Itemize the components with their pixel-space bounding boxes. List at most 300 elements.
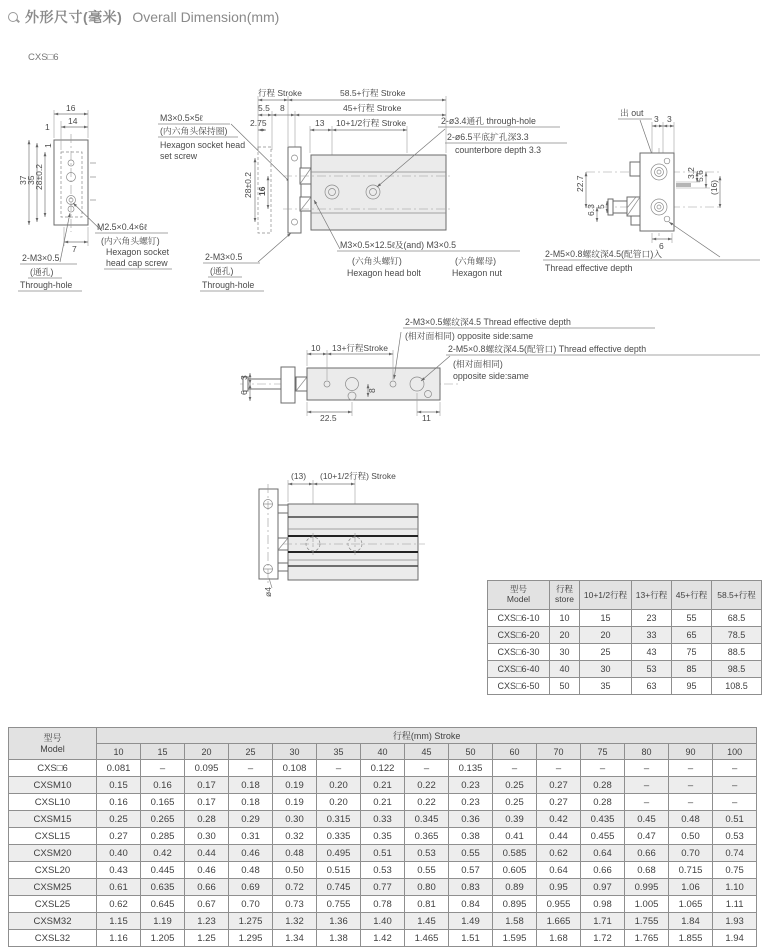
value-cell: 0.72	[273, 879, 317, 896]
value-cell: 0.42	[537, 811, 581, 828]
svg-text:2-ø3.4通孔 through-hole: 2-ø3.4通孔 through-hole	[441, 116, 536, 126]
end-body-outline	[640, 153, 674, 231]
svg-text:2-M5×0.8螺纹深4.5(配管口)入: 2-M5×0.8螺纹深4.5(配管口)入	[545, 249, 663, 259]
value-cell: 0.28	[581, 794, 625, 811]
value-cell: 0.18	[229, 777, 273, 794]
side-view	[200, 88, 567, 291]
value-cell: 0.122	[361, 760, 405, 777]
value-cell: 0.43	[97, 862, 141, 879]
svg-text:(通孔): (通孔)	[30, 267, 54, 277]
svg-text:出 out: 出 out	[620, 108, 644, 118]
value-cell: 0.19	[273, 777, 317, 794]
value-cell: 20	[550, 627, 580, 644]
value-cell: 0.18	[229, 794, 273, 811]
page-title-cn: 外形尺寸(毫米)	[25, 9, 123, 25]
value-cell: 85	[672, 661, 712, 678]
value-cell: 1.23	[185, 913, 229, 930]
model-header-cn: 型号	[43, 733, 62, 744]
end-view	[543, 107, 760, 273]
value-cell: 1.40	[361, 913, 405, 930]
value-cell: 1.71	[581, 913, 625, 930]
value-cell: 0.55	[449, 845, 493, 862]
model-col-header	[9, 728, 97, 760]
model-cell: CXSL20	[9, 862, 97, 879]
svg-text:22.5: 22.5	[320, 413, 337, 423]
set-screw-callout	[158, 113, 290, 182]
value-cell: –	[669, 777, 713, 794]
svg-text:11: 11	[422, 413, 431, 423]
model-cell: CXSL25	[9, 896, 97, 913]
value-cell: 0.30	[273, 811, 317, 828]
svg-text:10: 10	[311, 343, 321, 353]
value-cell: 0.755	[317, 896, 361, 913]
model-col-header	[488, 581, 550, 610]
svg-text:13+行程Stroke: 13+行程Stroke	[332, 343, 388, 353]
bottom-plate-outline	[259, 489, 278, 579]
page-title-en: Overall Dimension(mm)	[132, 9, 280, 25]
svg-text:8: 8	[367, 388, 377, 393]
model-cell: CXSL10	[9, 794, 97, 811]
value-cell: 0.645	[141, 896, 185, 913]
value-cell: 98.5	[712, 661, 762, 678]
table-row	[9, 777, 757, 794]
value-cell: 20	[580, 627, 632, 644]
value-cell: –	[669, 794, 713, 811]
model-cell: CXSM20	[9, 845, 97, 862]
value-cell: 0.44	[185, 845, 229, 862]
value-cell: 0.62	[97, 896, 141, 913]
value-cell: 0.45	[625, 811, 669, 828]
svg-text:10+1/2行程 Stroke: 10+1/2行程 Stroke	[336, 118, 407, 128]
model-cell: CXS□6	[9, 760, 97, 777]
value-cell: 1.25	[185, 930, 229, 947]
value-cell: 50	[550, 678, 580, 695]
svg-text:Hexagon head bolt: Hexagon head bolt	[347, 268, 421, 278]
value-cell: 0.97	[581, 879, 625, 896]
value-cell: 0.46	[229, 845, 273, 862]
top-plate-outline	[281, 367, 295, 403]
value-cell: 0.73	[273, 896, 317, 913]
value-cell: 40	[550, 661, 580, 678]
value-cell: 0.89	[493, 879, 537, 896]
svg-text:(相对面相同): (相对面相同)	[453, 359, 503, 369]
value-cell: 1.295	[229, 930, 273, 947]
stroke-col-header: 20	[185, 744, 229, 760]
value-cell: 1.10	[713, 879, 757, 896]
model-header-en: Model	[506, 594, 531, 604]
value-cell: 0.51	[713, 811, 757, 828]
model-cell: CXS□6-10	[488, 610, 550, 627]
value-cell: 0.64	[581, 845, 625, 862]
cylinder-body-bottom-outline	[288, 504, 418, 580]
stroke-col-header: 40	[361, 744, 405, 760]
svg-text:22.7: 22.7	[575, 175, 585, 192]
weight-table-group-header-row	[9, 728, 757, 744]
stroke-col-header: 45	[405, 744, 449, 760]
value-cell: 53	[632, 661, 672, 678]
value-cell: 1.93	[713, 913, 757, 930]
value-cell: 0.15	[97, 777, 141, 794]
value-cell: 1.465	[405, 930, 449, 947]
svg-text:6.3: 6.3	[586, 204, 596, 216]
svg-text:(相对面相同) opposite side:same: (相对面相同) opposite side:same	[405, 331, 534, 341]
value-cell: 0.715	[669, 862, 713, 879]
svg-text:head cap screw: head cap screw	[106, 258, 168, 268]
stroke-col-header: 90	[669, 744, 713, 760]
svg-text:M2.5×0.4×6ℓ: M2.5×0.4×6ℓ	[97, 222, 147, 232]
weight-stroke-header-row	[9, 744, 757, 760]
value-cell: 0.345	[405, 811, 449, 828]
value-cell: 0.23	[449, 777, 493, 794]
value-cell: 15	[580, 610, 632, 627]
value-cell: 0.70	[229, 896, 273, 913]
value-cell: 1.765	[625, 930, 669, 947]
value-cell: 35	[580, 678, 632, 695]
stroke-header-en: store	[555, 594, 574, 604]
value-cell: 0.39	[493, 811, 537, 828]
value-cell: 33	[632, 627, 672, 644]
table-row	[9, 862, 757, 879]
value-cell: 1.06	[669, 879, 713, 896]
svg-text:58.5+行程 Stroke: 58.5+行程 Stroke	[340, 88, 406, 98]
model-cell: CXSM25	[9, 879, 97, 896]
value-cell: 0.67	[185, 896, 229, 913]
col-header: 58.5+行程	[712, 581, 762, 610]
model-cell: CXSL15	[9, 828, 97, 845]
value-cell: 1.16	[97, 930, 141, 947]
table-row	[9, 845, 757, 862]
value-cell: 0.48	[229, 862, 273, 879]
value-cell: 0.19	[273, 794, 317, 811]
value-cell: 0.17	[185, 794, 229, 811]
value-cell: 0.31	[229, 828, 273, 845]
value-cell: 0.28	[581, 777, 625, 794]
value-cell: 25	[580, 644, 632, 661]
svg-text:13: 13	[315, 118, 325, 128]
svg-text:3: 3	[667, 114, 672, 124]
value-cell: 108.5	[712, 678, 762, 695]
value-cell: 0.605	[493, 862, 537, 879]
value-cell: 0.35	[361, 828, 405, 845]
value-cell: 0.50	[273, 862, 317, 879]
model-cell: CXS□6-20	[488, 627, 550, 644]
svg-text:2-M3×0.5螺纹深4.5 Thread effectiv: 2-M3×0.5螺纹深4.5 Thread effective depth	[405, 317, 571, 327]
value-cell: 0.55	[405, 862, 449, 879]
svg-text:37: 37	[18, 175, 28, 185]
value-cell: –	[317, 760, 361, 777]
value-cell: –	[669, 760, 713, 777]
through-hole-callout-mid	[200, 233, 291, 291]
svg-text:2-ø6.5平底扩孔深3.3: 2-ø6.5平底扩孔深3.3	[447, 132, 529, 142]
value-cell: 0.455	[581, 828, 625, 845]
cylinder-body-outline	[311, 155, 446, 230]
table-row	[9, 828, 757, 845]
svg-text:counterbore depth 3.3: counterbore depth 3.3	[455, 145, 542, 155]
value-cell: 1.19	[141, 913, 185, 930]
value-cell: 0.895	[493, 896, 537, 913]
value-cell: 30	[550, 644, 580, 661]
svg-text:(内六角头螺钉): (内六角头螺钉)	[101, 236, 160, 246]
svg-text:35: 35	[26, 175, 36, 185]
value-cell: –	[713, 777, 757, 794]
value-cell: 0.80	[405, 879, 449, 896]
value-cell: 0.53	[405, 845, 449, 862]
svg-text:2-M3×0.5: 2-M3×0.5	[205, 252, 243, 262]
value-cell: 0.53	[713, 828, 757, 845]
value-cell: 0.84	[449, 896, 493, 913]
svg-text:(10+1/2行程) Stroke: (10+1/2行程) Stroke	[320, 471, 396, 481]
stroke-col-header: 35	[317, 744, 361, 760]
value-cell: 1.94	[713, 930, 757, 947]
stroke-table-body	[488, 610, 762, 695]
rod-end	[608, 199, 613, 215]
value-cell: 68.5	[712, 610, 762, 627]
bottom-view	[259, 471, 425, 597]
value-cell: 0.44	[537, 828, 581, 845]
weight-table	[8, 727, 757, 947]
value-cell: 0.445	[141, 862, 185, 879]
col-header: 45+行程	[672, 581, 712, 610]
model-cell: CXS□6-30	[488, 644, 550, 661]
value-cell: 0.70	[669, 845, 713, 862]
value-cell: 1.005	[625, 896, 669, 913]
value-cell: 0.16	[97, 794, 141, 811]
svg-text:M3×0.5×12.5ℓ及(and) M3×0.5: M3×0.5×12.5ℓ及(and) M3×0.5	[340, 240, 457, 250]
svg-text:2-M3×0.5: 2-M3×0.5	[22, 253, 60, 263]
svg-text:2-M5×0.8螺纹深4.5(配管口) Thread eff: 2-M5×0.8螺纹深4.5(配管口) Thread effective depth	[448, 344, 647, 354]
value-cell: –	[713, 794, 757, 811]
svg-text:3: 3	[239, 375, 249, 380]
value-cell: 1.275	[229, 913, 273, 930]
table-row	[9, 896, 757, 913]
table-row	[9, 913, 757, 930]
svg-text:3: 3	[654, 114, 659, 124]
value-cell: 0.745	[317, 879, 361, 896]
value-cell: 0.25	[493, 777, 537, 794]
value-cell: –	[229, 760, 273, 777]
table-row	[9, 879, 757, 896]
table-row	[488, 610, 762, 627]
value-cell: 0.38	[449, 828, 493, 845]
table-row	[9, 794, 757, 811]
svg-text:28±0.2: 28±0.2	[34, 164, 44, 190]
value-cell: 0.48	[273, 845, 317, 862]
svg-text:14: 14	[68, 116, 78, 126]
value-cell: –	[625, 794, 669, 811]
value-cell: 0.61	[97, 879, 141, 896]
value-cell: 55	[672, 610, 712, 627]
value-cell: 1.42	[361, 930, 405, 947]
model-cell: CXSM10	[9, 777, 97, 794]
value-cell: 0.435	[581, 811, 625, 828]
value-cell: 10	[550, 610, 580, 627]
svg-text:opposite side:same: opposite side:same	[453, 371, 529, 381]
col-header: 10+1/2行程	[580, 581, 632, 610]
stroke-header-cn: 行程	[555, 584, 573, 595]
value-cell: 0.285	[141, 828, 185, 845]
stroke-group-header: 行程(mm) Stroke	[97, 728, 757, 744]
value-cell: 0.78	[361, 896, 405, 913]
value-cell: 0.17	[185, 777, 229, 794]
value-cell: 0.62	[537, 845, 581, 862]
value-cell: 0.265	[141, 811, 185, 828]
value-cell: –	[625, 777, 669, 794]
col-header: 13+行程	[632, 581, 672, 610]
value-cell: 0.135	[449, 760, 493, 777]
value-cell: 0.32	[273, 828, 317, 845]
value-cell: 0.46	[185, 862, 229, 879]
value-cell: 0.68	[625, 862, 669, 879]
value-cell: 0.335	[317, 828, 361, 845]
value-cell: 0.40	[97, 845, 141, 862]
model-cell: CXSM15	[9, 811, 97, 828]
svg-text:Hexagon nut: Hexagon nut	[452, 268, 502, 278]
value-cell: 0.108	[273, 760, 317, 777]
svg-text:28±0.2: 28±0.2	[243, 172, 253, 198]
value-cell: –	[625, 760, 669, 777]
value-cell: 0.20	[317, 794, 361, 811]
table-row	[488, 627, 762, 644]
model-header-cn: 型号	[509, 584, 527, 595]
table-row	[488, 661, 762, 678]
table-row	[9, 811, 757, 828]
svg-text:(内六角头保持圈): (内六角头保持圈)	[160, 126, 228, 136]
value-cell: 1.34	[273, 930, 317, 947]
value-cell: 0.41	[493, 828, 537, 845]
value-cell: 0.66	[581, 862, 625, 879]
model-header-en: Model	[40, 743, 65, 754]
value-cell: 1.32	[273, 913, 317, 930]
m5-port-callout	[421, 343, 760, 381]
value-cell: 0.28	[185, 811, 229, 828]
value-cell: 1.15	[97, 913, 141, 930]
svg-text:1: 1	[45, 122, 50, 132]
stroke-col-header: 25	[229, 744, 273, 760]
value-cell: 0.77	[361, 879, 405, 896]
value-cell: 1.45	[405, 913, 449, 930]
value-cell: 1.72	[581, 930, 625, 947]
value-cell: 0.21	[361, 777, 405, 794]
top-view	[239, 316, 760, 423]
value-cell: 0.22	[405, 794, 449, 811]
value-cell: 0.25	[493, 794, 537, 811]
value-cell: 0.75	[713, 862, 757, 879]
stroke-col-header: 75	[581, 744, 625, 760]
slot	[676, 183, 691, 187]
value-cell: 1.205	[141, 930, 185, 947]
value-cell: 0.53	[361, 862, 405, 879]
svg-text:Hexagon socket: Hexagon socket	[106, 247, 170, 257]
value-cell: 0.29	[229, 811, 273, 828]
svg-text:(通孔): (通孔)	[210, 266, 234, 276]
svg-text:45+行程 Stroke: 45+行程 Stroke	[343, 103, 402, 113]
svg-text:Through-hole: Through-hole	[202, 280, 255, 290]
stroke-dimension-table	[487, 580, 762, 695]
value-cell: 0.25	[97, 811, 141, 828]
value-cell: –	[141, 760, 185, 777]
stroke-col-header	[550, 581, 580, 610]
value-cell: 65	[672, 627, 712, 644]
value-cell: 0.50	[669, 828, 713, 845]
value-cell: 1.38	[317, 930, 361, 947]
value-cell: 0.955	[537, 896, 581, 913]
model-cell: CXS□6-40	[488, 661, 550, 678]
value-cell: 0.165	[141, 794, 185, 811]
stroke-col-header: 80	[625, 744, 669, 760]
model-code-label: CXS□6	[28, 52, 59, 63]
stroke-table-header-row	[488, 581, 762, 610]
value-cell: 0.42	[141, 845, 185, 862]
svg-text:8: 8	[280, 103, 285, 113]
table-row	[9, 930, 757, 947]
value-cell: 0.095	[185, 760, 229, 777]
value-cell: 1.755	[625, 913, 669, 930]
value-cell: 0.30	[185, 828, 229, 845]
value-cell: 0.95	[537, 879, 581, 896]
svg-text:Thread effective depth: Thread effective depth	[545, 263, 633, 273]
value-cell: 1.36	[317, 913, 361, 930]
value-cell: 0.27	[97, 828, 141, 845]
value-cell: 0.64	[537, 862, 581, 879]
value-cell: 30	[580, 661, 632, 678]
svg-text:set screw: set screw	[160, 151, 198, 161]
stroke-col-header: 30	[273, 744, 317, 760]
svg-text:(16): (16)	[709, 179, 719, 195]
value-cell: 1.84	[669, 913, 713, 930]
value-cell: 0.74	[713, 845, 757, 862]
svg-text:6: 6	[659, 241, 664, 251]
value-cell: 0.33	[361, 811, 405, 828]
front-view	[18, 103, 172, 291]
value-cell: 1.49	[449, 913, 493, 930]
value-cell: 1.51	[449, 930, 493, 947]
model-cell: CXSL32	[9, 930, 97, 947]
page-header	[8, 7, 279, 27]
value-cell: 0.57	[449, 862, 493, 879]
svg-text:Hexagon socket head: Hexagon socket head	[160, 140, 246, 150]
magnifier-icon	[8, 12, 19, 23]
value-cell: 0.81	[405, 896, 449, 913]
model-cell: CXSM32	[9, 913, 97, 930]
value-cell: –	[405, 760, 449, 777]
table-row	[9, 760, 757, 777]
value-cell: –	[493, 760, 537, 777]
stroke-col-header: 70	[537, 744, 581, 760]
value-cell: 63	[632, 678, 672, 695]
svg-text:(六角头螺钉): (六角头螺钉)	[352, 256, 402, 266]
model-cell: CXS□6-50	[488, 678, 550, 695]
value-cell: 0.515	[317, 862, 361, 879]
value-cell: 0.36	[449, 811, 493, 828]
value-cell: 0.23	[449, 794, 493, 811]
svg-text:3.2: 3.2	[686, 167, 696, 179]
stroke-col-header: 100	[713, 744, 757, 760]
weight-table-body	[9, 760, 757, 947]
stroke-col-header: 50	[449, 744, 493, 760]
value-cell: 1.68	[537, 930, 581, 947]
svg-text:7: 7	[72, 244, 77, 254]
svg-text:16: 16	[66, 103, 76, 113]
value-cell: 0.98	[581, 896, 625, 913]
svg-text:Through-hole: Through-hole	[20, 280, 73, 290]
svg-text:5.6: 5.6	[695, 170, 705, 182]
svg-text:5.5: 5.5	[258, 103, 270, 113]
value-cell: 0.081	[97, 760, 141, 777]
value-cell: –	[537, 760, 581, 777]
svg-text:5: 5	[596, 204, 606, 209]
stroke-col-header: 10	[97, 744, 141, 760]
value-cell: 0.69	[229, 879, 273, 896]
